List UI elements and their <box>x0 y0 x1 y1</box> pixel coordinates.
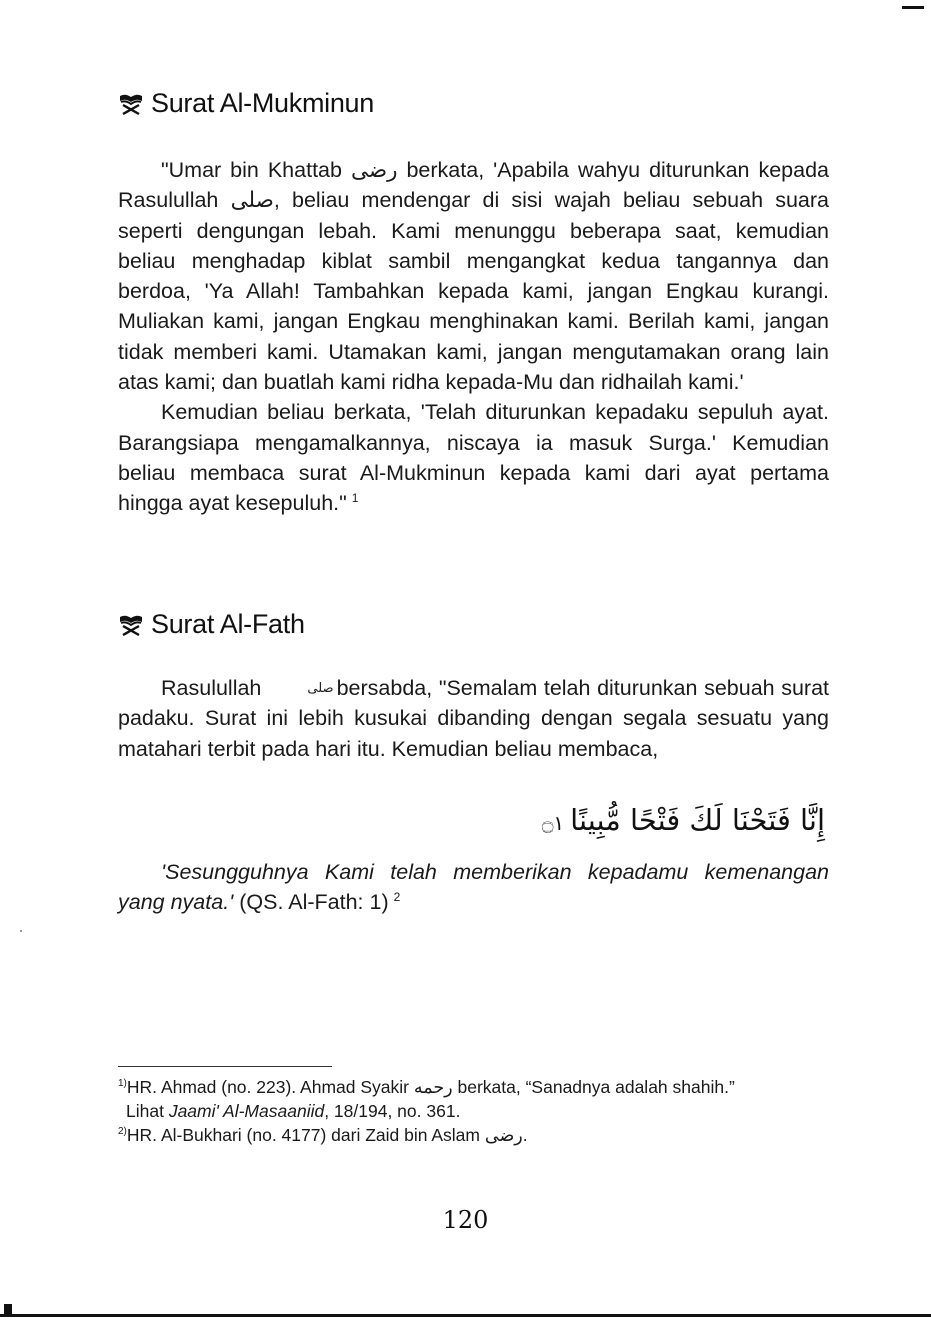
paragraph-text: Rasulullah <box>161 676 262 700</box>
paragraph <box>118 673 829 764</box>
section-heading-fath <box>118 609 305 640</box>
footnote-text: HR. Ahmad (no. 223). Ahmad Syakir رحمه berkata, “Sanadnya adalah shahih.” <box>126 1077 735 1097</box>
section-title: Surat Al-Mukminun <box>151 88 374 118</box>
footnote <box>118 1123 829 1147</box>
footnote-text: HR. Al-Bukhari (no. 4177) dari Zaid bin Aslam رضى. <box>126 1125 528 1145</box>
footnote-text: Lihat <box>126 1101 169 1121</box>
section-heading-mukminun <box>118 88 374 119</box>
verse-translation <box>118 857 829 918</box>
translation-paragraph <box>118 857 829 918</box>
footnote-divider <box>118 1066 332 1067</box>
honorific-glyph: صلى <box>307 680 334 695</box>
scan-speck <box>20 930 22 932</box>
section-body-mukminun <box>118 155 829 519</box>
paragraph: "Umar bin Khattab رضى berkata, 'Apabila wahyu diturunkan kepada Rasulullah صلى, beliau mendengar di sisi wajah beliau sebuah suara seperti dengungan lebah. Kami menunggu beberapa saat, kemudian beliau menghadap kiblat sambil mengangkat kedua tangannya dan berdoa, 'Ya Allah! Tambahkan kepada kami, jangan Engkau kurangi. Muliakan kami, jangan Engkau menghinakan kami. Berilah kami, jangan tidak memberi kami. Utamakan kami, jangan mengutamakan orang lain atas kami; dan buatlah kami ridha kepada-Mu dan ridhailah kami.' <box>118 158 829 395</box>
arabic-verse-text: إِنَّا فَتَحْنَا لَكَ فَتْحًا مُّبِينًا <box>570 803 825 837</box>
page-number: 120 <box>442 1206 489 1234</box>
footnote-continuation <box>118 1099 829 1123</box>
arabic-verse <box>520 800 825 843</box>
translation-text: 'Sesungguhnya Kami telah memberikan kepadamu kemenangan yang nyata.' <box>118 860 829 915</box>
footnote-text: , 18/194, no. 361. <box>324 1101 461 1121</box>
verse-reference: (QS. Al-Fath: 1) <box>239 890 389 915</box>
footnote-number: 1) <box>118 1078 127 1090</box>
footnotes <box>118 1075 829 1147</box>
scan-corner-mark <box>902 6 924 9</box>
footnote <box>118 1075 829 1099</box>
section-body-fath <box>118 673 829 764</box>
ayah-marker: ۝١ <box>541 811 565 835</box>
paragraph-text: bersabda, "Semalam telah diturunkan sebuah surat padaku. Surat ini lebih kusukai dibanding dengan segala sesuatu yang matahari terbit pada hari itu. Kemudian beliau membaca, <box>118 676 829 761</box>
footnote-ref[interactable]: 2 <box>393 890 401 905</box>
scan-bottom-edge <box>0 1314 931 1317</box>
paragraph-text: Kemudian beliau berkata, 'Telah diturunkan kepadaku sepuluh ayat. Barangsiapa mengamalkannya, niscaya ia masuk Surga.' Kemudian beliau membaca surat Al-Mukminun kepada kami dari ayat pertama hingga ayat kesepuluh." <box>118 400 829 516</box>
footnote-number: 2) <box>118 1126 127 1138</box>
paragraph <box>118 397 829 518</box>
book-stand-icon <box>118 613 144 637</box>
footnote-ref[interactable]: 1 <box>351 491 359 506</box>
footnote-book-title: Jaami' Al-Masaaniid <box>168 1101 325 1121</box>
book-stand-icon <box>118 92 144 116</box>
section-title: Surat Al-Fath <box>151 609 305 639</box>
